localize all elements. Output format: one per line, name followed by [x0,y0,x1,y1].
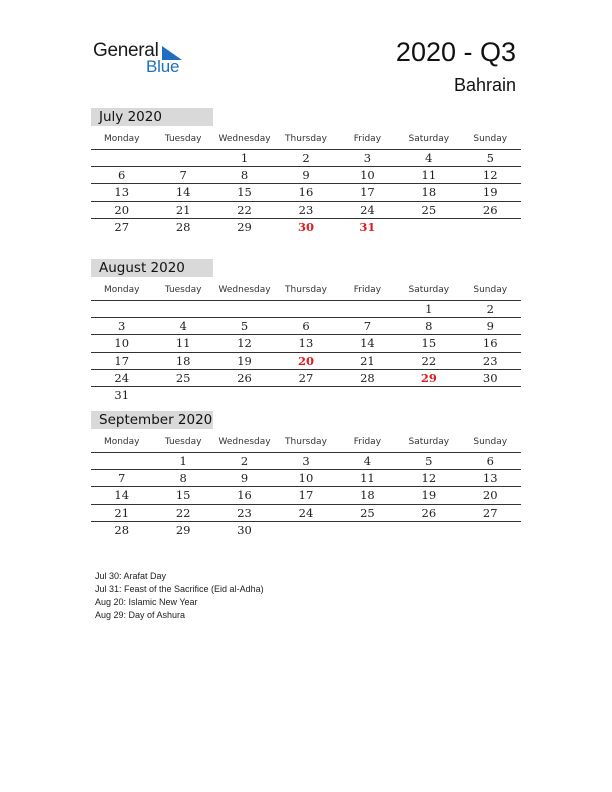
day-cell: 16 [298,185,314,200]
holiday-note: Aug 29: Day of Ashura [95,610,186,620]
empty-day-cell [91,453,152,469]
weekday-label: Saturday [408,437,450,447]
month-august [91,259,521,403]
day-cell: 17 [114,353,130,368]
empty-day-cell [337,301,398,317]
day-cell: 13 [114,185,130,200]
week-row [91,487,521,504]
day-cell: 29 [175,522,191,537]
day-cell: 20 [297,353,314,368]
holiday-note: Jul 30: Arafat Day [95,571,167,581]
day-cell: 10 [114,336,130,351]
holiday-note: Jul 31: Feast of the Sacrifice (Eid al-Adha) [95,584,264,594]
day-cell: 6 [118,168,126,183]
day-cell: 12 [482,168,498,183]
week-row [91,219,521,235]
month-weeks [91,150,521,235]
empty-day-cell [214,301,275,317]
day-cell: 1 [240,151,249,165]
day-cell: 5 [240,319,249,334]
day-cell: 28 [175,219,191,234]
empty-day-cell [91,301,152,317]
month-july [91,108,521,235]
day-cell: 15 [421,336,437,351]
week-row [91,387,521,403]
day-cell: 18 [175,353,191,368]
day-cell: 6 [486,454,494,468]
day-cell: 1 [179,454,187,468]
weekday-label: Monday [103,437,140,447]
empty-day-cell [460,219,521,235]
week-row [91,202,521,219]
empty-day-cell [460,387,521,403]
day-cell: 30 [237,522,252,537]
weekday-header [91,279,521,301]
empty-day-cell [398,219,459,235]
day-cell: 1 [425,302,433,316]
day-cell: 13 [298,336,314,351]
week-row [91,184,521,201]
day-cell: 10 [360,168,375,183]
empty-day-cell [398,522,459,538]
brand-logo [93,40,193,80]
brand-name-blue: Blue [146,57,180,76]
weekday-label: Thursday [285,285,327,295]
day-cell: 22 [175,505,191,520]
day-cell: 17 [360,185,375,200]
day-cell: 21 [114,505,130,520]
week-row [91,453,521,470]
weekday-label: Saturday [408,285,450,295]
day-cell: 18 [360,488,375,503]
day-cell: 17 [298,488,314,503]
day-cell: 14 [360,336,375,351]
day-cell: 26 [482,202,498,217]
day-cell: 29 [237,219,252,234]
day-cell: 4 [425,151,433,165]
day-cell: 23 [298,202,314,217]
country-name: Bahrain [453,75,516,95]
month-weeks [91,301,521,403]
day-cell: 4 [179,319,187,334]
weekday-label: Tuesday [164,285,202,295]
day-cell: 2 [240,454,249,468]
weekday-label: Friday [353,134,382,144]
day-cell: 13 [482,471,498,486]
day-cell: 21 [360,353,375,368]
weekday-label: Friday [353,437,382,447]
day-cell: 9 [240,471,249,486]
day-cell: 11 [175,336,191,351]
day-cell: 29 [420,370,437,385]
weekday-label: Sunday [473,285,508,295]
day-cell: 31 [359,219,376,234]
day-cell: 12 [237,336,252,351]
weekday-label: Wednesday [218,134,271,144]
day-cell: 3 [302,454,310,468]
weekday-header [91,431,521,453]
day-cell: 24 [298,505,314,520]
day-cell: 22 [421,353,437,368]
week-row [91,318,521,335]
day-cell: 10 [298,471,314,486]
day-cell: 19 [421,488,437,503]
month-september [91,411,521,538]
weekday-label: Thursday [285,437,327,447]
day-cell: 18 [421,185,437,200]
weekday-label: Monday [103,134,140,144]
weekday-label: Tuesday [164,134,202,144]
day-cell: 30 [482,370,498,385]
day-cell: 31 [114,387,130,402]
day-cell: 19 [237,353,252,368]
day-cell: 28 [114,522,130,537]
day-cell: 3 [118,319,126,334]
week-row [91,353,521,370]
day-cell: 2 [302,151,310,165]
day-cell: 7 [179,168,187,183]
weekday-label: Tuesday [164,437,202,447]
week-row [91,335,521,352]
day-cell: 7 [363,319,372,334]
weekday-label: Friday [353,285,382,295]
day-cell: 16 [482,336,498,351]
day-cell: 27 [298,370,314,385]
empty-day-cell [398,387,459,403]
day-cell: 5 [425,454,433,468]
day-cell: 30 [297,219,314,234]
holiday-note: Aug 20: Islamic New Year [95,597,198,607]
month-title: July 2020 [91,108,213,126]
week-row [91,301,521,318]
weekday-label: Wednesday [218,285,271,295]
week-row [91,522,521,538]
empty-day-cell [152,387,213,403]
day-cell: 14 [175,185,191,200]
weekday-label: Sunday [473,437,508,447]
day-cell: 2 [486,302,494,316]
day-cell: 12 [421,471,437,486]
day-cell: 25 [421,202,437,217]
weekday-label: Sunday [473,134,508,144]
weekday-label: Monday [103,285,140,295]
day-cell: 4 [363,454,372,468]
empty-day-cell [337,522,398,538]
weekday-label: Thursday [285,134,327,144]
day-cell: 23 [237,505,252,520]
day-cell: 25 [175,370,191,385]
day-cell: 8 [240,168,249,183]
empty-day-cell [275,301,336,317]
empty-day-cell [337,387,398,403]
day-cell: 9 [302,168,310,183]
empty-day-cell [152,150,213,166]
weekday-label: Wednesday [218,437,271,447]
day-cell: 15 [237,185,252,200]
day-cell: 25 [360,505,375,520]
day-cell: 9 [486,319,494,334]
week-row [91,167,521,184]
day-cell: 24 [114,370,130,385]
day-cell: 7 [118,471,126,486]
day-cell: 19 [482,185,498,200]
day-cell: 26 [421,505,437,520]
empty-day-cell [152,301,213,317]
empty-day-cell [275,387,336,403]
day-cell: 5 [486,151,494,165]
brand-name-general: General [93,40,159,61]
month-weeks [91,453,521,538]
day-cell: 27 [114,219,130,234]
day-cell: 20 [482,488,498,503]
day-cell: 24 [360,202,375,217]
week-row [91,505,521,522]
day-cell: 15 [175,488,191,503]
week-row [91,150,521,167]
day-cell: 26 [237,370,252,385]
day-cell: 27 [482,505,498,520]
day-cell: 16 [237,488,252,503]
week-row [91,370,521,387]
day-cell: 3 [363,151,372,165]
empty-day-cell [460,522,521,538]
day-cell: 14 [114,488,130,503]
day-cell: 21 [175,202,191,217]
day-cell: 22 [237,202,252,217]
week-row [91,470,521,487]
day-cell: 28 [360,370,375,385]
month-title: September 2020 [91,411,213,429]
day-cell: 11 [360,471,375,486]
day-cell: 20 [114,202,130,217]
weekday-label: Saturday [408,134,450,144]
holiday-notes [95,570,264,622]
empty-day-cell [91,150,152,166]
day-cell: 11 [421,168,437,183]
month-title: August 2020 [91,259,213,277]
empty-day-cell [275,522,336,538]
weekday-header [91,128,521,150]
day-cell: 8 [425,319,433,334]
empty-day-cell [214,387,275,403]
day-cell: 8 [179,471,187,486]
day-cell: 23 [482,353,498,368]
page-title: 2020 - Q3 [395,37,516,67]
day-cell: 6 [302,319,310,334]
